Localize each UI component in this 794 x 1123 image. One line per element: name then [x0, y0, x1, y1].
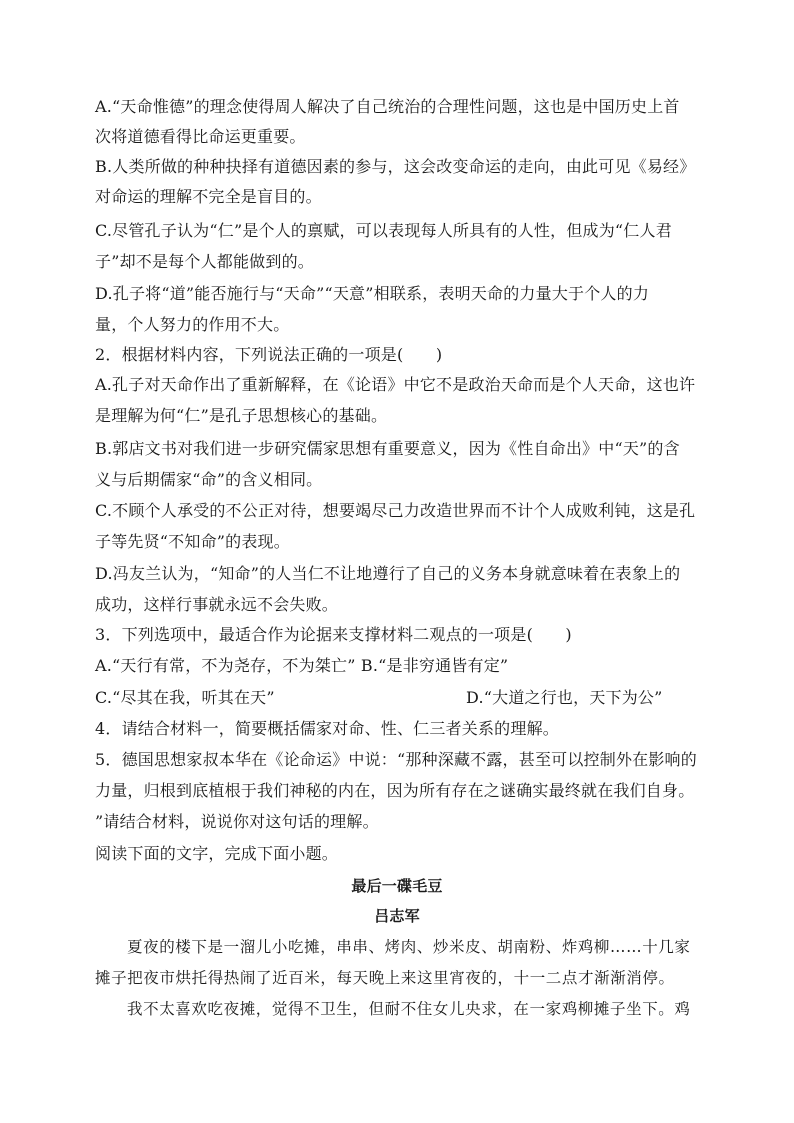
q4-stem: 4．请结合材料一，简要概括儒家对命、性、仁三者关系的理解。	[95, 719, 559, 738]
q1-option-b-line1: B.人类所做的种种抉择有道德因素的参与，这会改变命运的走向，由此可见《易经》	[95, 157, 696, 176]
q2-option-c-line2: 子等先贤“不知命”的表现。	[95, 532, 290, 551]
q1-option-b-line2: 对命运的理解不完全是盲目的。	[95, 187, 322, 206]
q5-line3: ”请结合材料，说说你对这句话的理解。	[95, 812, 379, 831]
essay-author: 吕志军	[374, 907, 420, 925]
q3-option-d: D.“大道之行也，天下为公”	[466, 688, 663, 707]
q2-option-b-line1: B.郭店文书对我们进一步研究儒家思想有重要意义，因为《性自命出》中“天”的含	[95, 439, 680, 458]
q3-stem: 3．下列选项中，最适合作为论据来支撑材料二观点的一项是( )	[95, 625, 572, 644]
q2-option-a-line2: 是理解为何“仁”是孔子思想核心的基础。	[95, 406, 388, 425]
q3-option-c: C.“尽其在我，听其在天”	[95, 688, 275, 707]
q3-options-ab: A.“天行有常，不为尧存，不为桀亡” B.“是非穷通皆有定”	[95, 656, 509, 675]
essay-p1-line2: 摊子把夜市烘托得热闹了近百米，每天晚上来这里宵夜的，十一二点才渐渐消停。	[95, 969, 675, 987]
q1-option-a-line1: A.“天命惟德”的理念使得周人解决了自己统治的合理性问题，这也是中国历史上首	[95, 97, 680, 116]
q5-line1: 5．德国思想家叔本华在《论命运》中说：“那种深藏不露，甚至可以控制外在影响的	[95, 750, 697, 769]
q2-option-b-line2: 义与后期儒家“命”的含义相同。	[95, 470, 323, 489]
q2-option-a-line1: A.孔子对天命作出了重新解释，在《论语》中它不是政治天命而是个人天命，这也许	[95, 375, 696, 394]
q1-option-c-line1: C.尽管孔子认为“仁”是个人的禀赋，可以表现每人所具有的人性，但成为“仁人君	[95, 221, 672, 240]
reading-instruction: 阅读下面的文字，完成下面小题。	[95, 844, 339, 863]
q1-option-c-line2: 子”却不是每个人都能做到的。	[95, 252, 314, 271]
essay-p2-line1: 我不太喜欢吃夜摊，觉得不卫生，但耐不住女儿央求，在一家鸡柳摊子坐下。鸡	[127, 1000, 691, 1018]
q1-option-d-line2: 量，个人努力的作用不大。	[95, 315, 290, 334]
q2-option-d-line1: D.冯友兰认为，“知命”的人当仁不让地遵行了自己的义务本身就意味着在表象上的	[95, 564, 681, 583]
q2-stem: 2．根据材料内容，下列说法正确的一项是( )	[95, 345, 443, 364]
q5-line2: 力量，归根到底植根于我们神秘的内在，因为所有存在之谜确实最终就在我们自身。	[95, 781, 695, 800]
q1-option-a-line2: 次将道德看得比命运更重要。	[95, 127, 306, 146]
q1-option-d-line1: D.孔子将“道”能否施行与“天命”“天意”相联系，表明天命的力量大于个人的力	[95, 284, 650, 303]
q3-options-cd	[95, 688, 700, 708]
q2-option-c-line1: C.不顾个人承受的不公正对待，想要竭尽己力改造世界而不计个人成败利钝，这是孔	[95, 501, 696, 520]
q2-option-d-line2: 成功，这样行事就永远不会失败。	[95, 595, 339, 614]
essay-p1-line1: 夏夜的楼下是一溜儿小吃摊，串串、烤肉、炒米皮、胡南粉、炸鸡柳……十几家	[127, 938, 691, 956]
essay-title: 最后一碟毛豆	[351, 877, 443, 895]
